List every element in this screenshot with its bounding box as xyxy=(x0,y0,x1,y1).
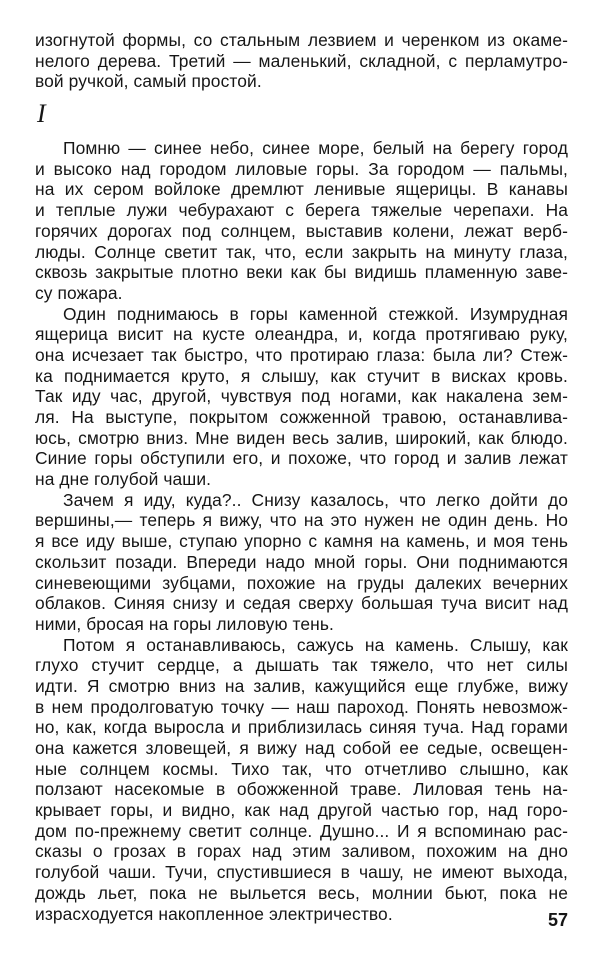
text-line: я все иду выше, ступаю упорно с камня на камень, и моя тень xyxy=(35,531,568,552)
text-line: и высоко над городом лиловые горы. За городом — пальмы, xyxy=(35,158,568,179)
text-line: она исчезает так быстро, что протираю глаза: была ли? Стеж- xyxy=(35,344,568,365)
text-line: Зачем я иду, куда?.. Снизу казалось, что легко дойти до xyxy=(63,489,568,510)
text-line: изогнутой формы, со стальным лезвием и черенком из окаме- xyxy=(35,30,568,50)
text-line: но, как, когда выросла и приблизилась синяя туча. Над горами xyxy=(35,717,568,738)
paragraph xyxy=(35,138,568,304)
text-line: юсь, смотрю вниз. Мне виден весь залив, широкий, как блюдо. xyxy=(35,427,568,448)
text-line: она кажется зловещей, я вижу над собой ее седые, освещен- xyxy=(35,738,568,758)
text-line: ползают насекомые в обожженной траве. Лиловая тень на- xyxy=(35,779,568,800)
text-line: синевеющими зубцами, похожие на груды далеких вечерних xyxy=(35,572,568,593)
paragraph xyxy=(35,635,568,925)
page-number: 57 xyxy=(547,910,568,930)
text-line: глухо стучит сердце, а дышать так тяжело, что нет силы xyxy=(35,655,568,676)
continuation-paragraph xyxy=(35,30,568,92)
text-line: на их сером войлоке дремлют ленивые ящерицы. В канавы xyxy=(35,179,568,200)
text-line: голубой чаши. Тучи, спустившиеся в чашу, не имеют выхода, xyxy=(35,862,568,883)
section-body xyxy=(35,138,568,924)
text-line: на дне голубой чаши. xyxy=(35,469,212,490)
text-line: ля. На выступе, покрытом сожженной травою, останавлива- xyxy=(35,407,568,427)
text-line: ные солнцем космы. Тихо так, что отчетливо слышно, как xyxy=(35,758,568,779)
text-line: Один поднимаюсь в горы каменной стежкой. Изумрудная xyxy=(63,303,568,324)
text-line: дождь льет, пока не выльется весь, молнии бьют, пока не xyxy=(35,882,568,903)
text-line: вой ручкой, самый простой. xyxy=(35,71,262,92)
section-heading: I xyxy=(37,99,46,129)
text-line: су пожара. xyxy=(35,282,123,303)
text-line: горячих дорогах под солнцем, выставив колени, лежат верб- xyxy=(35,220,568,241)
text-line: скользит позади. Впереди надо мной горы. Они поднимаются xyxy=(35,551,568,572)
paragraph xyxy=(35,304,568,490)
paragraph xyxy=(35,490,568,635)
text-line: израсходуется накопленное электричество. xyxy=(35,903,393,924)
text-line: нелого дерева. Третий — маленький, складной, с перламутро- xyxy=(35,50,568,71)
text-line: люды. Солнце светит так, что, если закрыть на минуту глаза, xyxy=(35,241,568,262)
text-line: ка поднимается круто, я слышу, как стучит в висках кровь. xyxy=(35,365,568,386)
text-line: Потом я останавливаюсь, сажусь на камень. Слышу, как xyxy=(63,634,568,655)
text-line: Помню — синее небо, синее море, белый на берегу город xyxy=(63,138,568,159)
text-line: ящерица висит на кусте олеандра, и, когда протягиваю руку, xyxy=(35,324,568,345)
book-page-text xyxy=(35,30,568,924)
text-line: крывает горы, и видно, как над другой частью гор, над горо- xyxy=(35,800,568,821)
text-line: облаков. Синяя снизу и седая сверху большая туча висит над xyxy=(35,593,568,614)
text-line: идти. Я смотрю вниз на залив, кажущийся еще глубже, вижу xyxy=(35,675,568,696)
text-line: вершины,— теперь я вижу, что на это нужен не один день. Но xyxy=(35,510,568,531)
text-line: Синие горы обступили его, и похоже, что город и залив лежат xyxy=(35,448,568,469)
text-line: и теплые лужи чебурахают с берега тяжелые черепахи. На xyxy=(35,200,568,221)
text-line: Так иду час, другой, чувствуя под ногами, как накалена зем- xyxy=(35,386,568,407)
text-line: дом по-прежнему светит солнце. Душно... И я вспоминаю рас- xyxy=(35,820,568,841)
text-line: сквозь закрытые плотно веки как бы видишь пламенную заве- xyxy=(35,262,568,283)
text-line: ними, бросая на горы лиловую тень. xyxy=(35,613,334,634)
text-line: в нем продолговатую точку — наш пароход. Понять невозмож- xyxy=(35,696,568,717)
text-line: сказы о грозах в горах над этим заливом, похожим на дно xyxy=(35,841,568,862)
